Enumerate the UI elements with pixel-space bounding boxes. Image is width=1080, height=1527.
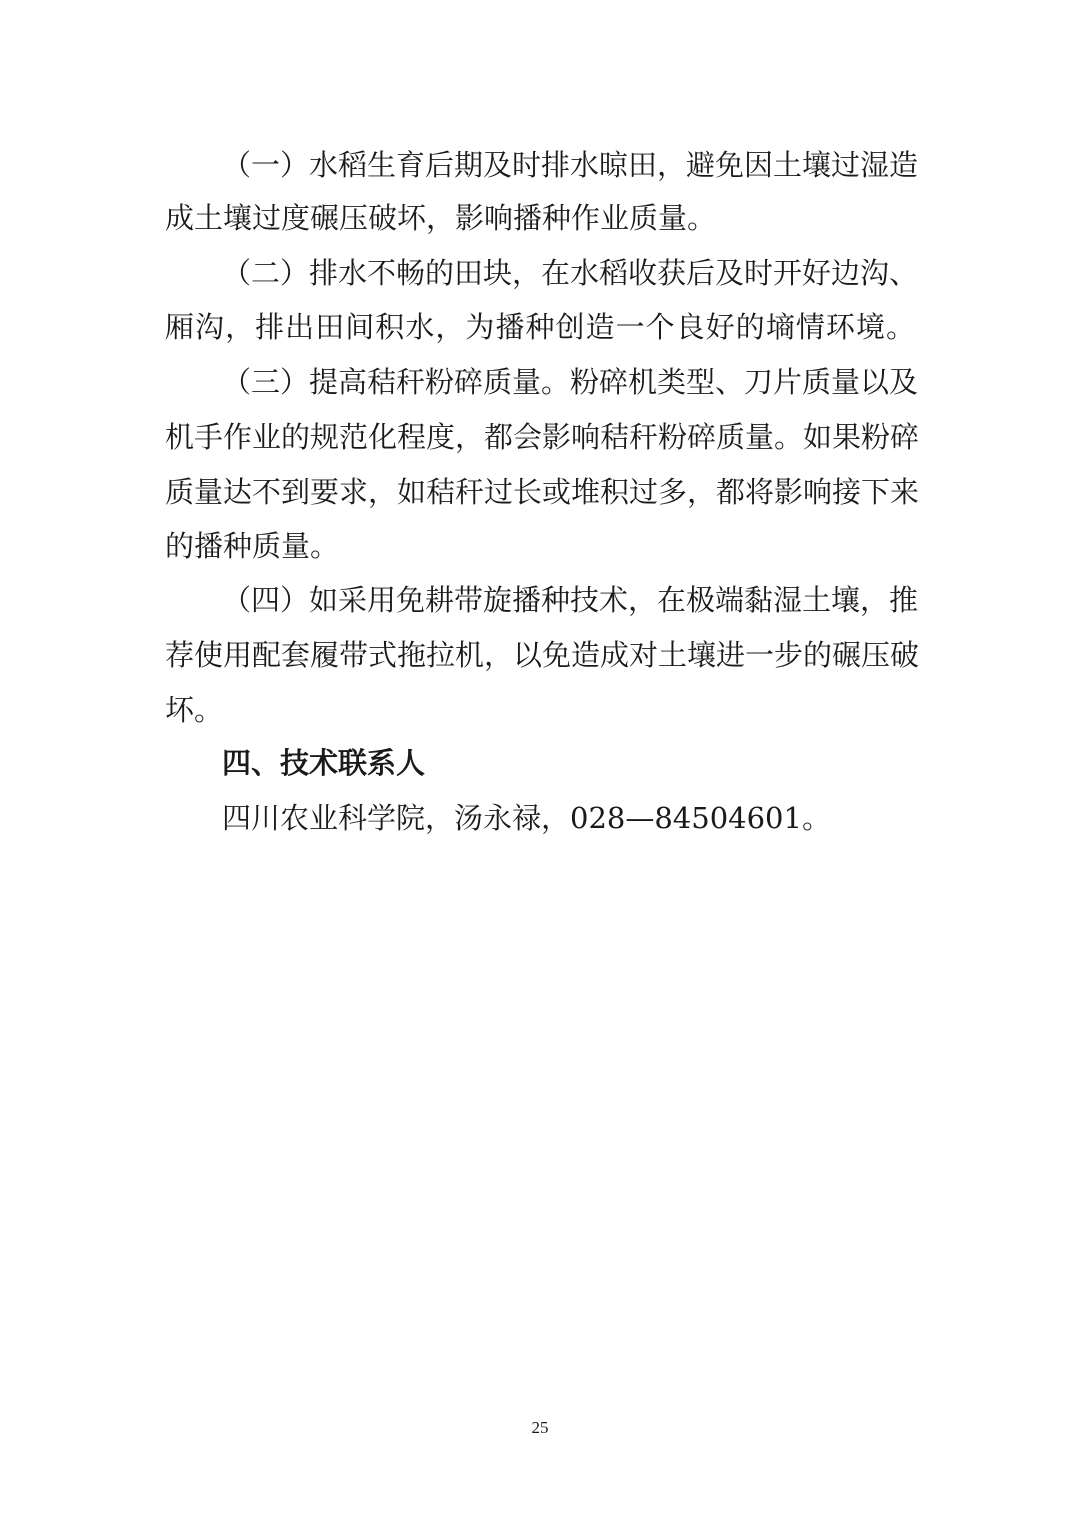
- paragraph-3-line-4: 的播种质量。: [165, 529, 340, 563]
- paragraph-1-line-2: 成土壤过度碾压破坏，影响播种作业质量。: [165, 201, 717, 235]
- contact-info: 四川农业科学院，汤永禄，028—84504601。: [222, 801, 831, 835]
- section-heading: 四、技术联系人: [222, 746, 426, 780]
- paragraph-3-line-1: （三）提高秸秆粉碎质量。粉碎机类型、刀片质量以及: [222, 365, 919, 399]
- paragraph-4-line-3: 坏。: [165, 693, 224, 727]
- paragraph-1-line-1: （一）水稻生育后期及时排水晾田，避免因土壤过湿造: [222, 148, 919, 182]
- paragraph-2-line-1: （二）排水不畅的田块，在水稻收获后及时开好边沟、: [222, 256, 919, 290]
- paragraph-4-line-1: （四）如采用免耕带旋播种技术，在极端黏湿土壤，推: [222, 583, 919, 617]
- page-number: 25: [531, 1418, 549, 1437]
- paragraph-3-line-2: 机手作业的规范化程度，都会影响秸秆粉碎质量。如果粉碎: [165, 420, 920, 454]
- paragraph-3-line-3: 质量达不到要求，如秸秆过长或堆积过多，都将影响接下来: [165, 475, 920, 509]
- paragraph-4-line-2: 荐使用配套履带式拖拉机，以免造成对土壤进一步的碾压破: [165, 638, 920, 672]
- paragraph-2-line-2: 厢沟，排出田间积水，为播种创造一个良好的墒情环境。: [165, 310, 915, 344]
